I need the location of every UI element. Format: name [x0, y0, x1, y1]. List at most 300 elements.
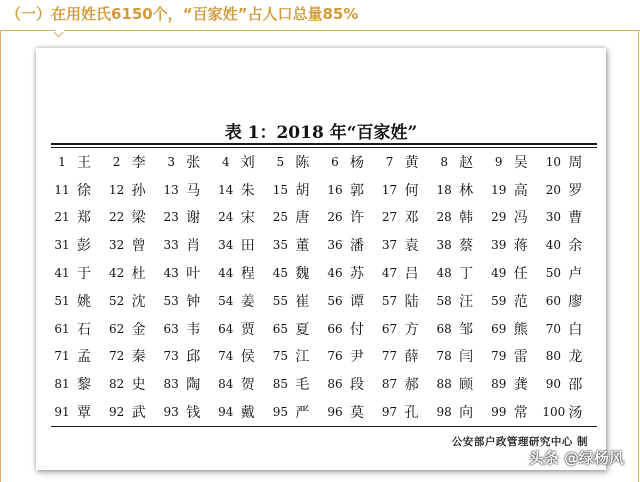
- surname-cell: [324, 398, 379, 426]
- surname-cell: [488, 231, 543, 259]
- surname-cell: [215, 287, 270, 315]
- rank-number: 15: [272, 182, 289, 197]
- surname: 朱: [240, 182, 255, 199]
- surname: 彭: [77, 238, 91, 255]
- surname: 夏: [295, 321, 310, 338]
- table-row: [51, 204, 597, 232]
- surname: 黎: [77, 377, 91, 394]
- surname-cell: [433, 287, 488, 315]
- surname: 熊: [513, 321, 528, 338]
- table-row: [51, 259, 597, 287]
- surname: 于: [77, 266, 91, 283]
- surname: 郭: [349, 182, 364, 199]
- table-row: [51, 370, 597, 398]
- surname: 武: [131, 405, 146, 422]
- rank-number: 57: [381, 293, 398, 308]
- surname-cell: [160, 287, 215, 315]
- rank-number: 28: [436, 210, 452, 225]
- rank-number: 73: [163, 349, 179, 364]
- rank-number: 47: [381, 266, 398, 281]
- surname-cell: [379, 398, 434, 426]
- surname: 钱: [186, 405, 201, 422]
- surname: 汤: [568, 405, 583, 422]
- surname-cell: [215, 259, 270, 287]
- surname: 袁: [404, 238, 419, 255]
- surname-cell: [379, 231, 434, 259]
- rank-number: 12: [108, 182, 125, 197]
- surname-cell: [379, 259, 434, 287]
- rank-number: 68: [436, 321, 452, 336]
- rank-number: 8: [440, 154, 448, 169]
- surname-cell: [160, 370, 215, 398]
- rank-number: 59: [491, 293, 507, 308]
- rank-number: 22: [108, 210, 125, 225]
- surname: 付: [349, 321, 364, 338]
- surname: 任: [513, 266, 528, 283]
- surname-cell: [379, 343, 434, 371]
- rank-number: 50: [545, 266, 561, 281]
- rank-number: 13: [163, 182, 179, 197]
- rank-number: 70: [545, 321, 561, 336]
- surname: 梁: [131, 210, 146, 227]
- table-row: [51, 176, 597, 204]
- rank-number: 45: [272, 266, 289, 281]
- surname: 董: [295, 238, 310, 255]
- surname: 尹: [349, 349, 364, 366]
- surname: 覃: [77, 405, 91, 422]
- surname-cell: [433, 231, 488, 259]
- surname: 史: [131, 377, 146, 394]
- surname: 罗: [568, 182, 583, 199]
- rank-number: 4: [221, 154, 230, 169]
- surname-cell: [106, 398, 161, 426]
- surname: 田: [240, 238, 255, 255]
- rank-number: 67: [381, 321, 398, 336]
- surname-cell: [106, 176, 161, 204]
- table-row: [51, 343, 597, 371]
- rank-number: 19: [491, 182, 507, 197]
- rank-number: 49: [491, 266, 507, 281]
- surname: 龙: [568, 349, 583, 366]
- rank-number: 32: [108, 238, 125, 253]
- rank-number: 77: [381, 349, 398, 364]
- surname-cell: [51, 398, 106, 426]
- surname-cell: [542, 370, 597, 398]
- rank-number: 63: [163, 321, 179, 336]
- rank-number: 1: [58, 154, 66, 169]
- rank-number: 74: [218, 349, 234, 364]
- surname-cell: [51, 176, 106, 204]
- surname: 薛: [404, 349, 419, 366]
- surname: 叶: [186, 266, 201, 283]
- surname-cell: [542, 343, 597, 371]
- rank-number: 96: [327, 405, 343, 420]
- surname-cell: [215, 398, 270, 426]
- rank-number: 54: [218, 293, 234, 308]
- watermark: 头条 @绿杨风: [528, 449, 624, 467]
- surname-cell: [215, 204, 270, 232]
- surname: 马: [186, 182, 201, 199]
- rank-number: 95: [272, 405, 289, 420]
- surname-cell: [51, 287, 106, 315]
- surname: 张: [186, 154, 201, 171]
- rank-number: 99: [491, 405, 507, 420]
- rank-number: 33: [163, 238, 179, 253]
- surname-grid: [51, 148, 597, 426]
- surname-cell: [106, 204, 161, 232]
- rank-number: 34: [218, 238, 234, 253]
- surname-cell: [269, 287, 324, 315]
- rank-number: 43: [163, 266, 179, 281]
- surname: 邱: [186, 349, 201, 366]
- surname-cell: [488, 287, 543, 315]
- table-row: [51, 287, 597, 315]
- source-note: 公安部户政管理研究中心 制: [451, 436, 588, 448]
- surname: 孔: [404, 405, 419, 422]
- surname: 郝: [404, 377, 419, 394]
- surname-cell: [269, 259, 324, 287]
- rank-number: 24: [218, 210, 234, 225]
- surname-cell: [160, 315, 215, 343]
- surname: 向: [459, 405, 474, 422]
- surname-cell: [269, 370, 324, 398]
- surname: 杨: [349, 154, 364, 171]
- rank-number: 31: [54, 238, 70, 253]
- rank-number: 98: [436, 405, 452, 420]
- rank-number: 42: [108, 266, 125, 281]
- surname: 邵: [568, 377, 583, 394]
- rank-number: 36: [327, 238, 343, 253]
- surname: 魏: [295, 266, 310, 283]
- surname-cell: [433, 370, 488, 398]
- rank-number: 97: [381, 405, 398, 420]
- rank-number: 51: [54, 293, 70, 308]
- rank-number: 38: [436, 238, 452, 253]
- rank-number: 84: [218, 377, 234, 392]
- surname-cell: [488, 148, 543, 176]
- rank-number: 82: [108, 377, 125, 392]
- table-row: [51, 148, 597, 176]
- surname-cell: [433, 315, 488, 343]
- surname-cell: [269, 315, 324, 343]
- surname: 谭: [349, 293, 364, 310]
- surname-cell: [379, 204, 434, 232]
- surname: 黄: [404, 154, 419, 171]
- surname: 贺: [240, 377, 255, 394]
- surname: 崔: [295, 293, 310, 310]
- surname: 徐: [77, 182, 91, 199]
- surname-cell: [488, 370, 543, 398]
- rank-number: 75: [272, 349, 289, 364]
- surname-cell: [106, 343, 161, 371]
- rank-number: 89: [491, 377, 507, 392]
- surname: 陆: [404, 293, 419, 310]
- surname: 龚: [513, 377, 528, 394]
- surname: 唐: [295, 210, 310, 227]
- surname: 范: [513, 293, 528, 310]
- rank-number: 16: [327, 182, 343, 197]
- rank-number: 46: [327, 266, 343, 281]
- surname-cell: [51, 204, 106, 232]
- table-row: [51, 398, 597, 426]
- section-heading: （一）在用姓氏6150个，“百家姓”占人口总量85%: [6, 5, 359, 23]
- surname: 曾: [131, 238, 146, 255]
- surname: 何: [404, 182, 419, 199]
- rank-number: 100: [542, 405, 566, 420]
- rank-number: 61: [54, 321, 70, 336]
- rank-number: 88: [436, 377, 452, 392]
- surname-cell: [106, 287, 161, 315]
- surname-cell: [160, 343, 215, 371]
- rank-number: 76: [327, 349, 343, 364]
- surname: 周: [568, 154, 583, 171]
- rank-number: 65: [272, 321, 289, 336]
- surname: 姚: [77, 293, 91, 310]
- rank-number: 23: [163, 210, 179, 225]
- surname: 侯: [240, 349, 255, 366]
- surname: 余: [568, 238, 583, 255]
- surname: 毛: [295, 377, 310, 394]
- surname: 雷: [513, 349, 528, 366]
- surname: 金: [131, 321, 146, 338]
- surname-cell: [324, 287, 379, 315]
- rank-number: 26: [327, 210, 343, 225]
- surname-cell: [324, 343, 379, 371]
- surname: 邓: [404, 210, 419, 227]
- rank-number: 10: [545, 154, 561, 169]
- surname-cell: [542, 287, 597, 315]
- surname-cell: [324, 148, 379, 176]
- surname: 曹: [568, 210, 583, 227]
- surname: 严: [295, 405, 310, 422]
- surname-cell: [433, 176, 488, 204]
- surname-cell: [488, 176, 543, 204]
- surname-cell: [324, 315, 379, 343]
- surname-cell: [160, 231, 215, 259]
- rank-number: 21: [54, 210, 70, 225]
- rank-number: 60: [545, 293, 561, 308]
- surname-cell: [542, 204, 597, 232]
- surname-cell: [433, 148, 488, 176]
- surname-cell: [215, 343, 270, 371]
- rank-number: 17: [381, 182, 398, 197]
- rank-number: 87: [381, 377, 398, 392]
- heading-rule-right: [64, 30, 640, 31]
- rank-number: 53: [163, 293, 179, 308]
- table-bottom-rule: [51, 426, 597, 427]
- surname-cell: [324, 204, 379, 232]
- surname: 石: [77, 321, 91, 338]
- rank-number: 94: [218, 405, 234, 420]
- surname-cell: [106, 315, 161, 343]
- surname-cell: [215, 231, 270, 259]
- rank-number: 86: [327, 377, 343, 392]
- rank-number: 35: [272, 238, 289, 253]
- surname-cell: [51, 370, 106, 398]
- rank-number: 20: [545, 182, 561, 197]
- surname-cell: [215, 315, 270, 343]
- rank-number: 64: [218, 321, 234, 336]
- surname-cell: [215, 370, 270, 398]
- rank-number: 58: [436, 293, 452, 308]
- frame-left-border: [0, 30, 1, 482]
- surname-cell: [106, 231, 161, 259]
- table-row: [51, 315, 597, 343]
- surname-cell: [106, 259, 161, 287]
- surname-cell: [542, 176, 597, 204]
- surname-cell: [51, 148, 106, 176]
- surname: 姜: [240, 293, 255, 310]
- rank-number: 25: [272, 210, 289, 225]
- surname-cell: [324, 370, 379, 398]
- table-row: [51, 231, 597, 259]
- surname: 莫: [349, 405, 364, 422]
- surname: 方: [404, 321, 419, 338]
- surname: 常: [513, 405, 528, 422]
- surname: 孙: [131, 182, 146, 199]
- surname-cell: [160, 204, 215, 232]
- surname-cell: [269, 231, 324, 259]
- rank-number: 69: [491, 321, 507, 336]
- rank-number: 66: [327, 321, 343, 336]
- surname-cell: [51, 259, 106, 287]
- surname-cell: [542, 231, 597, 259]
- rank-number: 81: [54, 377, 70, 392]
- surname: 段: [349, 377, 364, 394]
- surname-cell: [269, 148, 324, 176]
- surname-cell: [269, 204, 324, 232]
- surname-cell: [51, 343, 106, 371]
- surname-cell: [160, 259, 215, 287]
- surname: 廖: [568, 293, 583, 310]
- surname-cell: [160, 176, 215, 204]
- surname: 江: [295, 349, 310, 366]
- rank-number: 71: [54, 349, 70, 364]
- surname-cell: [542, 148, 597, 176]
- rank-number: 52: [108, 293, 125, 308]
- surname-cell: [433, 204, 488, 232]
- rank-number: 90: [545, 377, 561, 392]
- surname: 韩: [459, 210, 474, 227]
- rank-number: 29: [491, 210, 507, 225]
- surname-cell: [51, 231, 106, 259]
- surname: 戴: [240, 405, 255, 422]
- rank-number: 9: [494, 154, 503, 169]
- surname-cell: [269, 398, 324, 426]
- surname: 钟: [186, 293, 201, 310]
- surname: 冯: [513, 210, 528, 227]
- surname: 贾: [240, 321, 255, 338]
- surname: 谢: [186, 210, 201, 227]
- rank-number: 79: [491, 349, 507, 364]
- rank-number: 30: [545, 210, 561, 225]
- frame-right-border: [638, 30, 639, 482]
- surname: 秦: [131, 349, 146, 366]
- surname: 白: [568, 321, 583, 338]
- rank-number: 91: [54, 405, 70, 420]
- table-title: 表 1：2018 年“百家姓”: [224, 123, 418, 143]
- rank-number: 40: [545, 238, 561, 253]
- surname-cell: [106, 370, 161, 398]
- surname-cell: [379, 176, 434, 204]
- surname-cell: [106, 148, 161, 176]
- surname: 陈: [295, 154, 310, 171]
- surname: 陶: [186, 377, 201, 394]
- surname-cell: [324, 259, 379, 287]
- surname-cell: [379, 315, 434, 343]
- surname-cell: [269, 176, 324, 204]
- surname-cell: [488, 259, 543, 287]
- surname: 孟: [77, 349, 91, 366]
- heading-rule-left: [0, 30, 56, 31]
- surname: 蔡: [459, 238, 474, 255]
- rank-number: 78: [436, 349, 452, 364]
- surname: 高: [513, 182, 528, 199]
- rank-number: 85: [272, 377, 289, 392]
- surname: 杜: [131, 266, 146, 283]
- rank-number: 3: [167, 154, 175, 169]
- surname: 许: [349, 210, 364, 227]
- rank-number: 5: [276, 154, 285, 169]
- surname: 胡: [295, 182, 310, 199]
- surname: 蒋: [513, 238, 528, 255]
- surname-cell: [488, 315, 543, 343]
- surname: 闫: [459, 349, 474, 366]
- rank-number: 37: [381, 238, 398, 253]
- surname-cell: [542, 315, 597, 343]
- surname-table-document: [36, 48, 606, 470]
- heading-notch: [54, 28, 64, 38]
- rank-number: 92: [108, 405, 125, 420]
- rank-number: 2: [112, 154, 121, 169]
- surname: 韦: [186, 321, 201, 338]
- surname-cell: [324, 231, 379, 259]
- rank-number: 62: [108, 321, 125, 336]
- rank-number: 14: [218, 182, 234, 197]
- surname: 卢: [568, 266, 583, 283]
- surname-cell: [433, 259, 488, 287]
- surname: 沈: [131, 293, 146, 310]
- surname-cell: [215, 148, 270, 176]
- surname-cell: [51, 315, 106, 343]
- table-top-rule: [51, 143, 597, 145]
- surname-cell: [433, 398, 488, 426]
- rank-number: 18: [436, 182, 452, 197]
- surname-cell: [379, 148, 434, 176]
- surname: 汪: [459, 293, 474, 310]
- rank-number: 72: [108, 349, 125, 364]
- surname: 苏: [349, 266, 364, 283]
- surname-cell: [488, 204, 543, 232]
- surname: 邹: [459, 321, 474, 338]
- surname: 吕: [404, 266, 419, 283]
- surname: 丁: [459, 266, 474, 283]
- surname-cell: [324, 176, 379, 204]
- surname: 王: [77, 154, 91, 171]
- surname: 李: [131, 154, 146, 171]
- surname: 程: [240, 266, 255, 283]
- surname: 顾: [459, 377, 474, 394]
- surname: 刘: [240, 154, 255, 171]
- rank-number: 6: [331, 154, 339, 169]
- rank-number: 11: [54, 182, 70, 197]
- rank-number: 41: [54, 266, 70, 281]
- surname-cell: [160, 148, 215, 176]
- rank-number: 83: [163, 377, 179, 392]
- rank-number: 48: [436, 266, 452, 281]
- surname: 潘: [349, 238, 364, 255]
- surname-cell: [160, 398, 215, 426]
